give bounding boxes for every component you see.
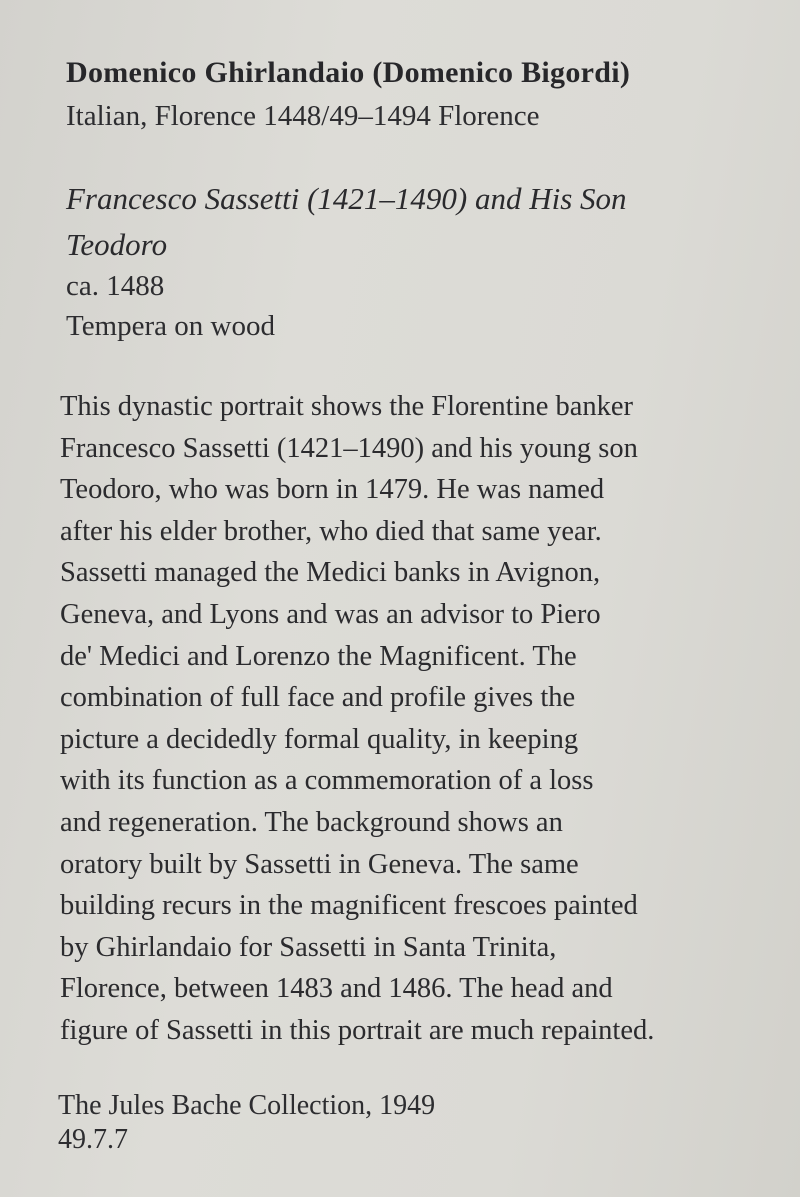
description-line: building recurs in the magnificent frescoes painted bbox=[60, 890, 638, 922]
description-line: combination of full face and profile gives the bbox=[60, 682, 576, 714]
description-line: picture a decidedly formal quality, in keeping bbox=[60, 723, 579, 755]
description-line: oratory built by Sassetti in Geneva. The same bbox=[60, 848, 579, 880]
artwork-title-line: Teodoro bbox=[66, 227, 168, 262]
description-line: after his elder brother, who died that same year. bbox=[60, 515, 602, 547]
description-line: figure of Sassetti in this portrait are much repainted. bbox=[60, 1014, 655, 1046]
description-line: by Ghirlandaio for Sassetti in Santa Trinita, bbox=[60, 931, 557, 963]
artwork-title-line: Francesco Sassetti (1421–1490) and His Son bbox=[66, 181, 627, 216]
artwork-date: ca. 1488 bbox=[66, 270, 165, 302]
accession-number: 49.7.7 bbox=[58, 1124, 128, 1155]
description-line: This dynastic portrait shows the Florentine banker bbox=[60, 391, 634, 422]
artist-nationality-dates: Italian, Florence 1448/49–1494 Florence bbox=[66, 100, 540, 132]
artwork-medium: Tempera on wood bbox=[66, 310, 275, 342]
credit-line: The Jules Bache Collection, 1949 bbox=[58, 1090, 436, 1121]
description-line: and regeneration. The background shows an bbox=[60, 806, 563, 838]
description-paragraph bbox=[60, 386, 760, 1052]
description-line: de' Medici and Lorenzo the Magnificent. The bbox=[60, 640, 577, 672]
description-line: Geneva, and Lyons and was an advisor to Piero bbox=[60, 598, 601, 630]
description-line: with its function as a commemoration of a loss bbox=[60, 765, 594, 797]
description-line: Francesco Sassetti (1421–1490) and his young son bbox=[60, 432, 638, 464]
description-line: Teodoro, who was born in 1479. He was named bbox=[60, 474, 605, 506]
description-line: Sassetti managed the Medici banks in Avignon, bbox=[60, 557, 601, 589]
description-line: Florence, between 1483 and 1486. The head and bbox=[60, 973, 613, 1005]
artist-name: Domenico Ghirlandaio (Domenico Bigordi) bbox=[66, 56, 631, 89]
artwork-title bbox=[66, 176, 756, 268]
